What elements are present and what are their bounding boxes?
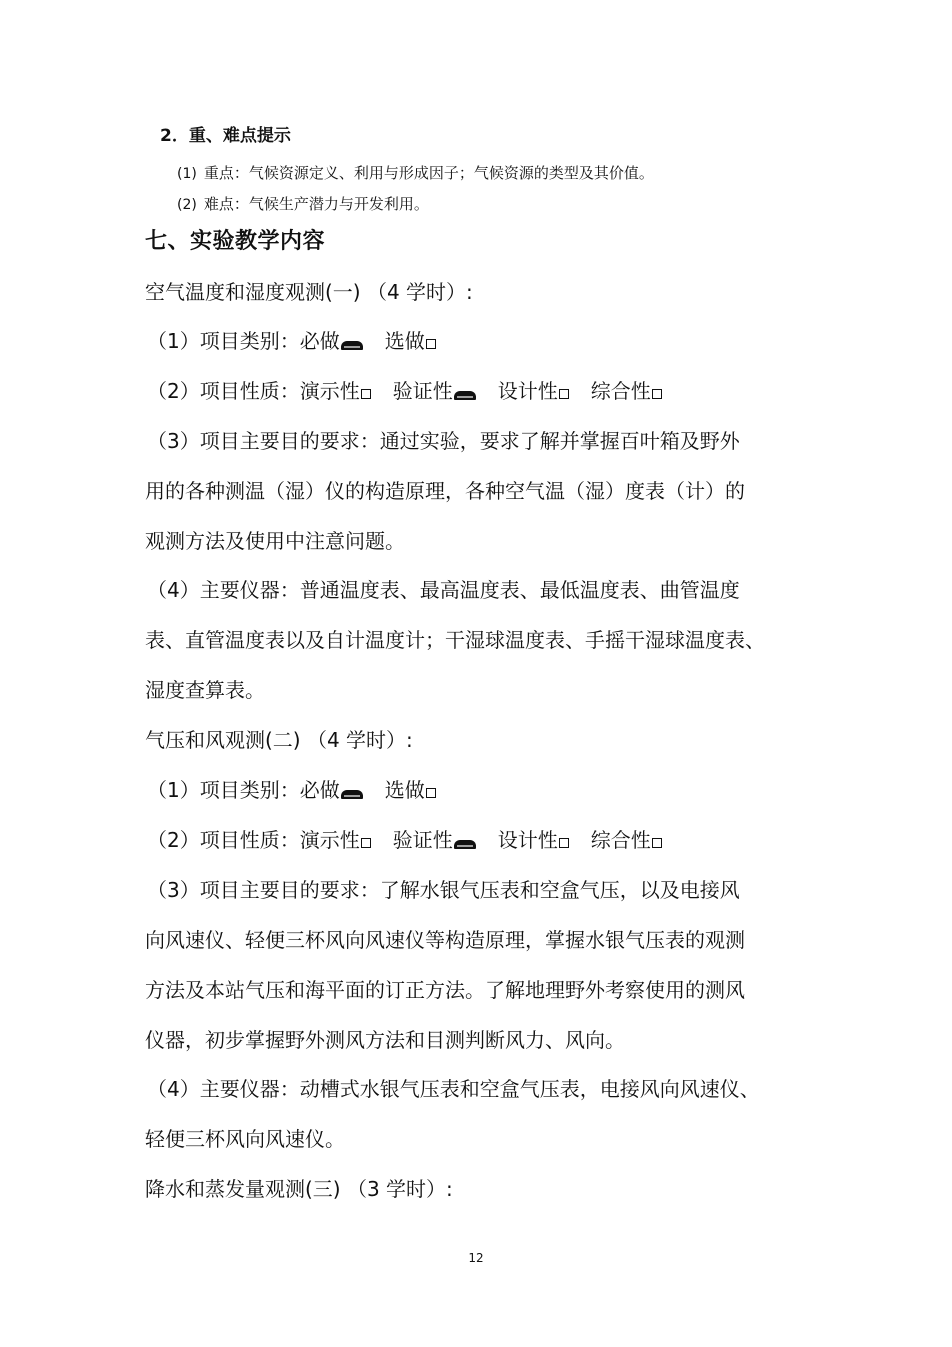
experiment-1-requirement: 观测方法及使用中注意问题。: [145, 529, 405, 553]
experiment-2-category: [147, 776, 438, 804]
difficult-point-note: [177, 193, 429, 214]
design-label: 设计性: [497, 828, 558, 852]
verify-label: 验证性: [392, 379, 453, 403]
checkbox-icon: [426, 339, 436, 349]
checkbox-icon: [652, 389, 662, 399]
nature-label: （2）项目性质：: [147, 828, 300, 852]
experiment-2-title: 气压和风观测(二) （4 学时）:: [145, 728, 413, 752]
experiment-1-nature: [147, 377, 664, 405]
note-number: (2): [177, 197, 197, 213]
checkbox-icon: [559, 389, 569, 399]
category-label: （1）项目类别：: [147, 329, 300, 353]
experiment-1-instruments: 表、直管温度表以及自计温度计；干湿球温度表、手摇干湿球温度表、: [145, 628, 765, 652]
experiment-3-title: 降水和蒸发量观测(三) （3 学时）:: [145, 1177, 453, 1201]
experiment-1-instruments: （4）主要仪器：普通温度表、最高温度表、最低温度表、曲管温度: [147, 578, 740, 602]
experiment-2-requirement: （3）项目主要目的要求：了解水银气压表和空盒气压，以及电接风: [147, 878, 740, 902]
key-point-note: [177, 162, 654, 183]
checkbox-icon: [559, 838, 569, 848]
experiment-2-requirement: 方法及本站气压和海平面的订正方法。了解地理野外考察使用的测风: [145, 978, 745, 1002]
checked-box-icon: [341, 786, 363, 799]
checkbox-icon: [426, 788, 436, 798]
experiment-2-requirement: 仪器，初步掌握野外测风方法和目测判断风力、风向。: [145, 1028, 625, 1052]
nature-label: （2）项目性质：: [147, 379, 300, 403]
note-text: 重点：气候资源定义、利用与形成因子；气候资源的类型及其价值。: [203, 164, 654, 182]
required-label: 必做: [299, 778, 340, 802]
design-label: 设计性: [497, 379, 558, 403]
comprehensive-label: 综合性: [590, 828, 651, 852]
checkbox-icon: [361, 838, 371, 848]
experiment-1-requirement: （3）项目主要目的要求：通过实验，要求了解并掌握百叶箱及野外: [147, 429, 740, 453]
comprehensive-label: 综合性: [590, 379, 651, 403]
optional-label: 选做: [384, 778, 425, 802]
required-label: 必做: [299, 329, 340, 353]
experiment-1-category: [147, 327, 438, 355]
verify-label: 验证性: [392, 828, 453, 852]
sub-heading: 2．重、难点提示: [160, 126, 291, 146]
checked-box-icon: [454, 836, 476, 849]
category-label: （1）项目类别：: [147, 778, 300, 802]
checked-box-icon: [341, 337, 363, 350]
note-number: (1): [177, 166, 197, 182]
demo-label: 演示性: [299, 379, 360, 403]
experiment-2-instruments: （4）主要仪器：动槽式水银气压表和空盒气压表，电接风向风速仪、: [147, 1077, 760, 1101]
experiment-2-instruments: 轻便三杯风向风速仪。: [145, 1127, 345, 1151]
section-title: 七、实验教学内容: [145, 229, 326, 254]
demo-label: 演示性: [299, 828, 360, 852]
experiment-1-title: 空气温度和湿度观测(一) （4 学时）:: [145, 280, 473, 304]
checked-box-icon: [454, 387, 476, 400]
checkbox-icon: [652, 838, 662, 848]
experiment-2-nature: [147, 826, 664, 854]
optional-label: 选做: [384, 329, 425, 353]
page-number: 12: [468, 1251, 484, 1265]
experiment-1-instruments: 湿度查算表。: [145, 678, 265, 702]
experiment-1-requirement: 用的各种测温（湿）仪的构造原理，各种空气温（湿）度表（计）的: [145, 479, 745, 503]
note-text: 难点：气候生产潜力与开发利用。: [203, 195, 429, 213]
experiment-2-requirement: 向风速仪、轻便三杯风向风速仪等构造原理，掌握水银气压表的观测: [145, 928, 745, 952]
checkbox-icon: [361, 389, 371, 399]
